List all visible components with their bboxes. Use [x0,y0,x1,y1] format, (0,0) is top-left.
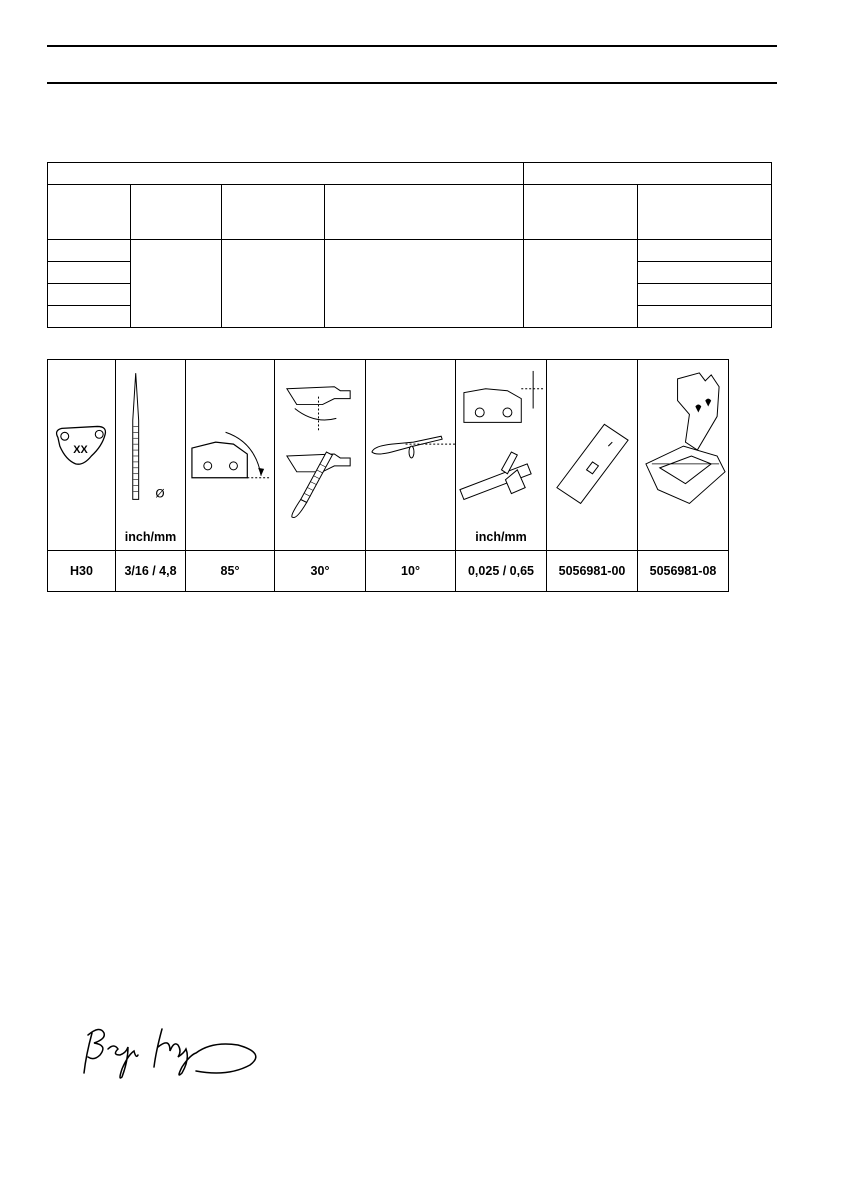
depth-gauge-cell [456,360,547,551]
file-guide-tool-icon [638,360,728,550]
chain-marking-value: H30 [48,551,116,592]
spec-merged-cell [524,240,638,328]
file-guide-part-number: 5056981-08 [638,551,729,592]
sharpening-angle-value: 30° [275,551,366,592]
spec-cell [48,284,131,306]
spec-cell [48,262,131,284]
file-gauge-tool-icon [547,360,637,550]
file-angle-icon [275,360,365,550]
depth-gauge-value: 0,025 / 0,65 [456,551,547,592]
spec-cell [638,306,772,328]
spec-merged-cell [222,240,325,328]
marking-text: XX [73,444,88,457]
file-gauge-cell [547,360,638,551]
spec-cell [638,284,772,306]
spec-group-header-right [524,163,772,185]
spec-col-header [325,185,524,240]
file-gauge-part-number: 5056981-00 [547,551,638,592]
file-unit-label: inch/mm [124,530,177,544]
spec-col-header [222,185,325,240]
file-diameter-value: 3/16 / 4,8 [116,551,186,592]
file-hold-angle-value: 10° [366,551,456,592]
header-rule-top [47,45,777,47]
spec-merged-cell [325,240,524,328]
spec-col-header [48,185,131,240]
spec-col-header [524,185,638,240]
spec-cell [638,262,772,284]
header-rule-bottom [47,82,777,84]
spec-cell [48,306,131,328]
spec-col-header [638,185,772,240]
spec-group-header-left [48,163,524,185]
file-hold-angle-cell [366,360,456,551]
round-file-icon [116,360,185,550]
depth-gauge-unit-label: inch/mm [475,530,527,544]
spec-merged-cell [131,240,222,328]
cutter-top-angle-icon [186,360,274,550]
top-plate-angle-cell [186,360,275,551]
diameter-symbol: Ø [155,486,165,501]
depth-gauge-icon [456,360,546,550]
file-guide-cell [638,360,729,551]
top-plate-angle-value: 85° [186,551,275,592]
sharpening-table [47,359,729,592]
bar-chain-spec-table [47,162,772,328]
file-holder-icon [366,360,455,550]
spec-col-header [131,185,222,240]
spec-cell [638,240,772,262]
chain-marking-cell [48,360,116,551]
chain-link-marking-icon [48,360,115,550]
sharpening-angle-cell [275,360,366,551]
signature [78,1015,268,1085]
file-diameter-cell [116,360,186,551]
spec-cell [48,240,131,262]
